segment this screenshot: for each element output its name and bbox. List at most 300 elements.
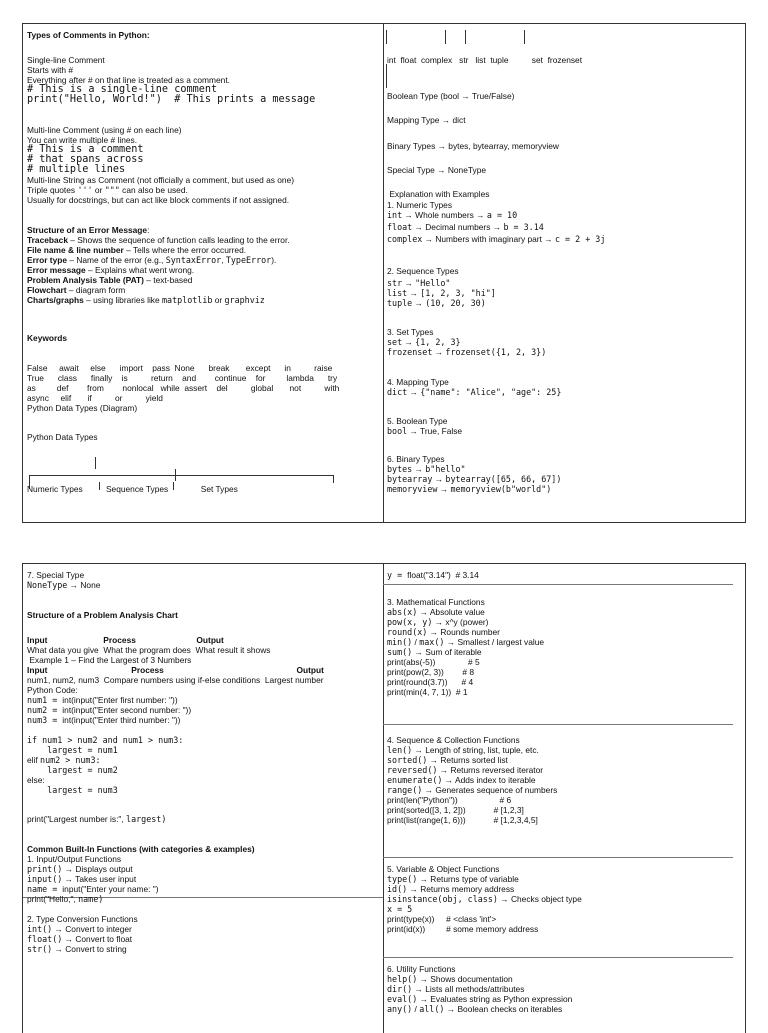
text-span: → x^y (power) — [432, 617, 489, 627]
text-span: print(list(range(1, 6))) # [1,2,3,4,5] — [387, 815, 538, 825]
code-span: "Hello" — [415, 278, 451, 288]
text-line — [387, 687, 468, 697]
text-span: → Evaluates string as Python expression — [417, 994, 573, 1004]
text-line — [27, 333, 67, 343]
code-span: help() — [387, 974, 418, 984]
tree-connector — [465, 30, 466, 44]
code-span: tuple — [387, 298, 413, 308]
text-line — [387, 914, 496, 924]
code-span: set — [387, 337, 403, 347]
divider — [383, 584, 733, 585]
code-span: largest) — [126, 814, 167, 824]
tree-connector — [524, 30, 525, 44]
text-line — [27, 864, 133, 874]
code-span: num3 = — [27, 715, 63, 725]
text-line — [27, 715, 180, 725]
text-span: Numeric Types Sequence Types Set Types — [27, 484, 238, 494]
code-span: round(x) — [387, 627, 428, 637]
bold-span: Input Process Output — [27, 665, 324, 675]
text-line — [387, 904, 412, 914]
text-line — [387, 278, 450, 288]
text-span: False await else import pass None break except in raise — [27, 363, 333, 373]
code-span: min() — [387, 637, 413, 647]
text-line — [387, 745, 539, 755]
text-line — [387, 795, 511, 805]
text-line — [27, 894, 103, 904]
code-span: dict — [387, 387, 408, 397]
text-line — [387, 805, 524, 815]
text-line — [387, 637, 544, 647]
text-line — [27, 65, 73, 75]
code-span: list — [387, 288, 408, 298]
code-span: largest = num3 — [27, 785, 118, 795]
code-span: float — [387, 222, 413, 232]
code-span: num2 = — [27, 705, 63, 715]
tree-connector — [386, 30, 387, 44]
text-span: → Sum of iterable — [412, 647, 482, 657]
code-span: SyntaxError — [165, 255, 222, 265]
text-line — [27, 645, 270, 655]
text-line — [27, 745, 118, 755]
text-span: → Boolean checks on iterables — [444, 1004, 563, 1014]
code-span: str() — [27, 944, 53, 954]
text-span: or — [212, 295, 225, 305]
text-span: → Rounds number — [427, 627, 500, 637]
text-span: → Absolute value — [417, 607, 485, 617]
text-span: Python Code: — [27, 685, 78, 695]
text-span: print(min(4, 7, 1)) # 1 — [387, 687, 468, 697]
bold-span: Types of Comments in Python: — [27, 30, 150, 40]
text-span: int float complex str list tuple set frozenset — [387, 55, 583, 65]
text-span: → Generates sequence of numbers — [422, 785, 558, 795]
text-line — [387, 677, 473, 687]
code-span: frozenset — [387, 347, 433, 357]
code-span: y = — [387, 570, 408, 580]
text-line — [387, 416, 447, 426]
bold-span: Flowchart — [27, 285, 67, 295]
code-span: # multiple lines — [27, 164, 126, 175]
text-span: → Takes user input — [62, 874, 137, 884]
code-span: c = 2 + 3j — [554, 234, 606, 244]
text-line — [387, 894, 582, 904]
text-span: : — [147, 225, 150, 235]
page-1-left-column — [23, 24, 384, 522]
text-span: – diagram form — [66, 285, 126, 295]
code-span: eval() — [387, 994, 418, 1004]
text-line — [387, 327, 433, 337]
page-1-right-column — [383, 24, 745, 522]
text-span: → Length of string, list, tuple, etc. — [412, 745, 539, 755]
code-span: (10, 20, 30) — [425, 298, 486, 308]
text-line — [27, 265, 194, 275]
text-line — [387, 874, 519, 884]
text-span: → Decimal numbers → — [412, 222, 504, 232]
code-span: graphviz — [224, 295, 265, 305]
text-line — [27, 255, 276, 265]
code-span: dir() — [387, 984, 413, 994]
text-line — [27, 125, 182, 135]
code-span: name) — [78, 894, 104, 904]
text-span: Mapping Type → dict — [387, 115, 466, 125]
bold-span: Error message — [27, 265, 86, 275]
code-span: print() — [27, 864, 63, 874]
text-span: → Returns sorted list — [427, 755, 508, 765]
text-line — [387, 815, 538, 825]
text-line — [27, 705, 191, 715]
text-line — [27, 235, 290, 245]
text-line — [27, 854, 121, 864]
text-line — [27, 285, 125, 295]
code-span: name = — [27, 884, 63, 894]
text-span: , — [221, 255, 226, 265]
text-line — [27, 363, 332, 373]
divider — [383, 857, 733, 858]
text-line — [387, 115, 466, 125]
text-line — [387, 617, 488, 627]
bold-span: Traceback — [27, 235, 68, 245]
text-line — [27, 432, 98, 442]
code-span: ''' — [77, 185, 93, 195]
text-line — [27, 755, 101, 765]
text-line — [27, 814, 166, 824]
code-span: bytearray([65, 66, 67]) — [445, 474, 562, 484]
code-span: num1 = — [27, 695, 63, 705]
text-span: print(type(x)) # <class 'int'> — [387, 914, 497, 924]
code-span: all() — [419, 1004, 445, 1014]
text-line — [27, 765, 118, 775]
text-line — [27, 675, 324, 685]
text-span: 2. Type Conversion Functions — [27, 914, 138, 924]
text-line — [387, 647, 482, 657]
text-line — [27, 874, 136, 884]
text-line — [387, 165, 486, 175]
text-span: print(id(x)) # some memory address — [387, 924, 539, 934]
text-span: Multi-line Comment (using # on each line) — [27, 125, 182, 135]
text-line — [387, 994, 572, 1004]
text-span: print("Hello,", — [27, 894, 79, 904]
text-line — [387, 347, 546, 357]
text-span: – Name of the error (e.g., — [67, 255, 166, 265]
tree-connector — [29, 475, 333, 476]
text-span: Multi-line String as Comment (not officially a comment, but used as one) — [27, 175, 295, 185]
text-line — [27, 785, 118, 795]
text-line — [387, 924, 538, 934]
tree-connector — [95, 457, 96, 469]
text-line — [27, 275, 192, 285]
text-span: → — [402, 337, 416, 347]
text-span: input("Enter your name: ") — [62, 884, 159, 894]
text-span: print(abs(-5)) # 5 — [387, 657, 480, 667]
text-line — [27, 775, 45, 785]
code-span: bytearray — [387, 474, 433, 484]
text-line — [27, 914, 138, 924]
text-span: Single-line Comment — [27, 55, 105, 65]
text-line — [27, 570, 84, 580]
text-span: → — [407, 387, 421, 397]
text-line — [27, 403, 137, 413]
text-line — [387, 765, 543, 775]
page-1 — [22, 23, 746, 523]
text-span: 4. Mapping Type — [387, 377, 449, 387]
bold-span: Keywords — [27, 333, 68, 343]
text-span: → Returns type of variable — [417, 874, 519, 884]
code-span: b = 3.14 — [503, 222, 544, 232]
text-line — [387, 55, 582, 65]
text-span: Everything after # on that line is treated as a comment. — [27, 75, 230, 85]
text-span: – Shows the sequence of function calls leading to the error. — [67, 235, 290, 245]
text-span: 3. Set Types — [387, 327, 434, 337]
text-line — [387, 484, 551, 494]
text-span: True class finally is return and continue for lambda try — [27, 373, 338, 383]
code-span: id() — [387, 884, 408, 894]
code-span: a = 10 — [486, 210, 518, 220]
bold-span: Error type — [27, 255, 68, 265]
tree-connector — [445, 30, 446, 44]
text-span: Triple quotes — [27, 185, 78, 195]
text-line — [387, 775, 536, 785]
code-span: print("Hello, World!") # This prints a message — [27, 94, 316, 105]
text-line — [27, 685, 78, 695]
text-span: – Explains what went wrong. — [85, 265, 195, 275]
text-line — [27, 383, 339, 393]
code-span: bool — [387, 426, 408, 436]
text-span: Python Data Types — [27, 432, 98, 442]
text-line — [27, 610, 178, 620]
text-line — [27, 655, 191, 665]
text-line — [27, 484, 238, 494]
bold-span: Problem Analysis Table (PAT) — [27, 275, 144, 285]
code-span: largest = num1 — [27, 745, 118, 755]
text-line — [387, 607, 485, 617]
text-line — [387, 464, 466, 474]
text-line — [387, 298, 486, 308]
text-line — [387, 141, 559, 151]
text-span: 2. Sequence Types — [387, 266, 459, 276]
text-span: Explanation with Examples — [387, 189, 490, 199]
text-span: 1. Numeric Types — [387, 200, 453, 210]
code-span: sorted() — [387, 755, 428, 765]
text-span: → Adds index to iterable — [442, 775, 536, 785]
text-line — [27, 944, 127, 954]
text-line — [27, 165, 125, 175]
code-span: if num1 > num2 and num1 > num3: — [27, 735, 184, 745]
code-span: enumerate() — [387, 775, 443, 785]
text-span: – using libraries like — [83, 295, 162, 305]
text-line — [387, 454, 445, 464]
text-span: → Shows documentation — [417, 974, 513, 984]
text-line — [27, 695, 178, 705]
text-span: print(sorted([3, 1, 2])) # [1,2,3] — [387, 805, 524, 815]
text-line — [27, 245, 246, 255]
divider — [383, 957, 733, 958]
text-line — [387, 266, 459, 276]
text-span: or — [92, 185, 105, 195]
tree-connector — [386, 64, 387, 88]
text-span: 3. Mathematical Functions — [387, 597, 485, 607]
text-line — [387, 288, 496, 298]
code-span: x = 5 — [387, 904, 413, 914]
text-span: 7. Special Type — [27, 570, 85, 580]
text-span: 1. Input/Output Functions — [27, 854, 122, 864]
code-span: any() — [387, 1004, 413, 1014]
code-span: len() — [387, 745, 413, 755]
text-span: as def from nonlocal while assert del global not with — [27, 383, 340, 393]
text-span: → Whole numbers → — [402, 210, 487, 220]
text-span: ). — [271, 255, 277, 265]
text-line — [387, 426, 462, 436]
code-span: pow(x, y) — [387, 617, 433, 627]
code-span: """ — [104, 185, 120, 195]
text-line — [387, 234, 605, 244]
text-line — [387, 864, 500, 874]
text-span: Boolean Type (bool → True/False) — [387, 91, 515, 101]
text-line — [387, 597, 485, 607]
text-line — [387, 222, 544, 232]
bold-span: Charts/graphs — [27, 295, 84, 305]
bold-span: Input Process Output — [27, 635, 224, 645]
code-span: NoneType — [27, 580, 68, 590]
text-span: print(round(3.7)) # 4 — [387, 677, 474, 687]
code-span: reversed() — [387, 765, 438, 775]
text-span: You can write multiple # lines. — [27, 135, 138, 145]
code-span: str — [387, 278, 403, 288]
text-line — [27, 635, 224, 645]
text-line — [387, 474, 561, 484]
bold-span: Structure of an Error Message — [27, 225, 148, 235]
text-line — [27, 393, 163, 403]
text-span: 4. Sequence & Collection Functions — [387, 735, 520, 745]
bold-span: File name & line number — [27, 245, 124, 255]
text-line — [387, 337, 461, 347]
code-span: int() — [27, 924, 53, 934]
text-span: else: — [27, 775, 45, 785]
divider — [383, 724, 733, 725]
code-span: num2 > num3: — [40, 755, 101, 765]
code-span: memoryview — [387, 484, 438, 494]
text-line — [387, 974, 513, 984]
text-line — [27, 934, 132, 944]
page-2-left-column — [23, 564, 384, 1033]
text-span: print(len("Python")) # 6 — [387, 795, 512, 805]
code-span: sum() — [387, 647, 413, 657]
text-line — [387, 387, 561, 397]
code-span: memoryview(b"world") — [450, 484, 552, 494]
code-span: input() — [27, 874, 63, 884]
text-line — [387, 91, 514, 101]
text-span: → — [437, 484, 451, 494]
text-span: print("Largest number is:", — [27, 814, 127, 824]
text-span: → — [402, 278, 416, 288]
text-line — [387, 735, 520, 745]
code-span: frozenset({1, 2, 3}) — [445, 347, 547, 357]
text-span: → Convert to float — [62, 934, 133, 944]
text-span: / — [412, 1004, 420, 1014]
code-span: type() — [387, 874, 418, 884]
text-span: Usually for docstrings, but can act like block comments if not assigned. — [27, 195, 290, 205]
text-line — [27, 185, 188, 195]
code-span: bytes — [387, 464, 413, 474]
text-span: → None — [67, 580, 101, 590]
code-span: # This is a comment — [27, 144, 144, 155]
text-span: elif — [27, 755, 41, 765]
text-span: – text-based — [143, 275, 193, 285]
text-line — [27, 95, 315, 105]
text-span: float("3.14") # 3.14 — [407, 570, 479, 580]
bold-span: Structure of a Problem Analysis Chart — [27, 610, 178, 620]
text-line — [387, 189, 489, 199]
text-span: print(pow(2, 3)) # 8 — [387, 667, 475, 677]
code-span: # This is a single-line comment — [27, 84, 218, 95]
text-span: → — [407, 288, 421, 298]
text-line — [387, 657, 480, 667]
text-span: What data you give What the program does What result it shows — [27, 645, 271, 655]
text-span: Binary Types → bytes, bytearray, memoryview — [387, 141, 559, 151]
text-line — [27, 665, 324, 675]
text-line — [387, 785, 557, 795]
text-line — [387, 200, 452, 210]
code-span: int — [387, 210, 403, 220]
code-span: {1, 2, 3} — [415, 337, 461, 347]
text-line — [27, 195, 289, 205]
tree-connector — [333, 475, 334, 483]
text-span: → — [432, 474, 446, 484]
text-span: / — [412, 637, 420, 647]
text-line — [27, 844, 255, 854]
text-span: num1, num2, num3 Compare numbers using if-else conditions Largest number — [27, 675, 324, 685]
text-span: → Returns memory address — [407, 884, 515, 894]
text-line — [27, 30, 150, 40]
code-span: [1, 2, 3, "hi"] — [420, 288, 496, 298]
text-span: 5. Boolean Type — [387, 416, 448, 426]
code-span: TypeError — [225, 255, 272, 265]
text-span: Example 1 – Find the Largest of 3 Numbers — [27, 655, 192, 665]
text-line — [387, 570, 479, 580]
text-span: → — [412, 464, 426, 474]
text-span: → Lists all methods/attributes — [412, 984, 525, 994]
code-span: {"name": "Alice", "age": 25} — [420, 387, 562, 397]
text-span: → — [432, 347, 446, 357]
code-span: float() — [27, 934, 63, 944]
text-span: – Tells where the error occurred. — [123, 245, 247, 255]
text-line — [387, 984, 524, 994]
code-span: isinstance(obj, class) — [387, 894, 498, 904]
text-span: → Numbers with imaginary part → — [422, 234, 555, 244]
text-line — [27, 373, 337, 383]
code-span: largest = num2 — [27, 765, 118, 775]
code-span: range() — [387, 785, 423, 795]
text-line — [27, 735, 183, 745]
text-span: → True, False — [407, 426, 463, 436]
text-span: → Displays output — [62, 864, 133, 874]
text-span: can also be used. — [119, 185, 188, 195]
text-span: 6. Binary Types — [387, 454, 445, 464]
text-span: → — [412, 298, 426, 308]
text-span: int(input("Enter third number: ")) — [62, 715, 181, 725]
text-line — [27, 225, 149, 235]
text-span: → Returns reversed iterator — [437, 765, 544, 775]
code-span: matplotlib — [161, 295, 213, 305]
text-line — [27, 924, 132, 934]
code-span: # that spans across — [27, 154, 144, 165]
text-span: int(input("Enter second number: ")) — [62, 705, 192, 715]
text-span: Starts with # — [27, 65, 74, 75]
text-line — [387, 627, 500, 637]
text-span: → Smallest / largest value — [444, 637, 545, 647]
code-span: max() — [419, 637, 445, 647]
text-span: Python Data Types (Diagram) — [27, 403, 138, 413]
text-line — [387, 1004, 562, 1014]
page-2-right-column — [383, 564, 745, 1033]
